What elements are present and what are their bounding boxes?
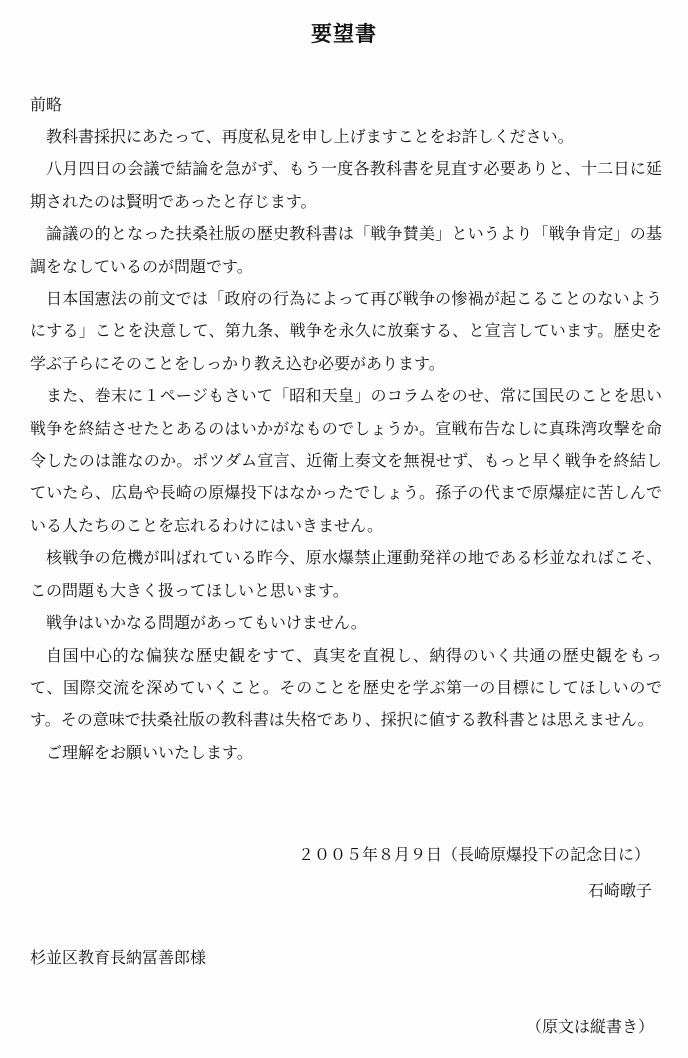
paragraph: 核戦争の危機が叫ばれている昨今、原水爆禁止運動発祥の地である杉並なればこそ、この問題も大きく扱ってほしいと思います。 [30,548,662,600]
paragraph: 自国中心的な偏狭な歴史観をすて、真実を直視し、納得のいく共通の歴史観をもって、国際交流を深めていくこと。そのことを歴史を学ぶ第一の目標にしてほしいのです。その意味で扶桑社版の教科書は失格であり、採択に値する教科書とは思えません。 [30,645,662,730]
paragraph: 八月四日の会議で結論を急がず、もう一度各教科書を見直す必要ありと、十二日に延期されたのは賢明であったと存じます。 [30,159,662,211]
addressee: 杉並区教育長納冨善郎様 [30,948,207,967]
date-line: ２００５年８月９日（長崎原爆投下の記念日に） [297,845,650,864]
salutation: 前略 [30,95,63,114]
paragraph: 日本国憲法の前文では「政府の行為によって再び戦争の惨禍が起こることのないようにする」ことを決意して、第九条、戦争を永久に放棄する、と宣言しています。歴史を学ぶ子らにそのことをしっかり教え込む必要があります。 [30,289,662,373]
footnote: （原文は縦書き） [525,1017,654,1036]
author-name: 石崎暾子 [587,881,652,900]
paragraph: 教科書採択にあたって、再度私見を申し上げますことをお許しください。 [46,127,574,146]
paragraph: ご理解をお願いいたします。 [46,742,253,762]
paragraph: 論議の的となった扶桑社版の歴史教科書は「戦争賛美」というより「戦争肯定」の基調をなしているのが問題です。 [30,224,662,276]
letter-body [30,121,662,769]
paragraph: 戦争はいかなる問題があってもいけません。 [46,613,367,633]
document-title: 要望書 [311,22,377,46]
paragraph: また、巻末に１ページもさいて「昭和天皇」のコラムをのせ、常に国民のことを思い戦争を終結させたとあるのはいかがなものでしょうか。宣戦布告なしに真珠湾攻撃を命令したのは誰なのか。ポツダム宣言、近衛上奏文を無視せず、もっと早く戦争を終結していたら、広島や長崎の原爆投下はなかったでしょう。孫子の代まで原爆症に苦しんでいる人たちのことを忘れるわけにはいきません。 [30,386,662,535]
